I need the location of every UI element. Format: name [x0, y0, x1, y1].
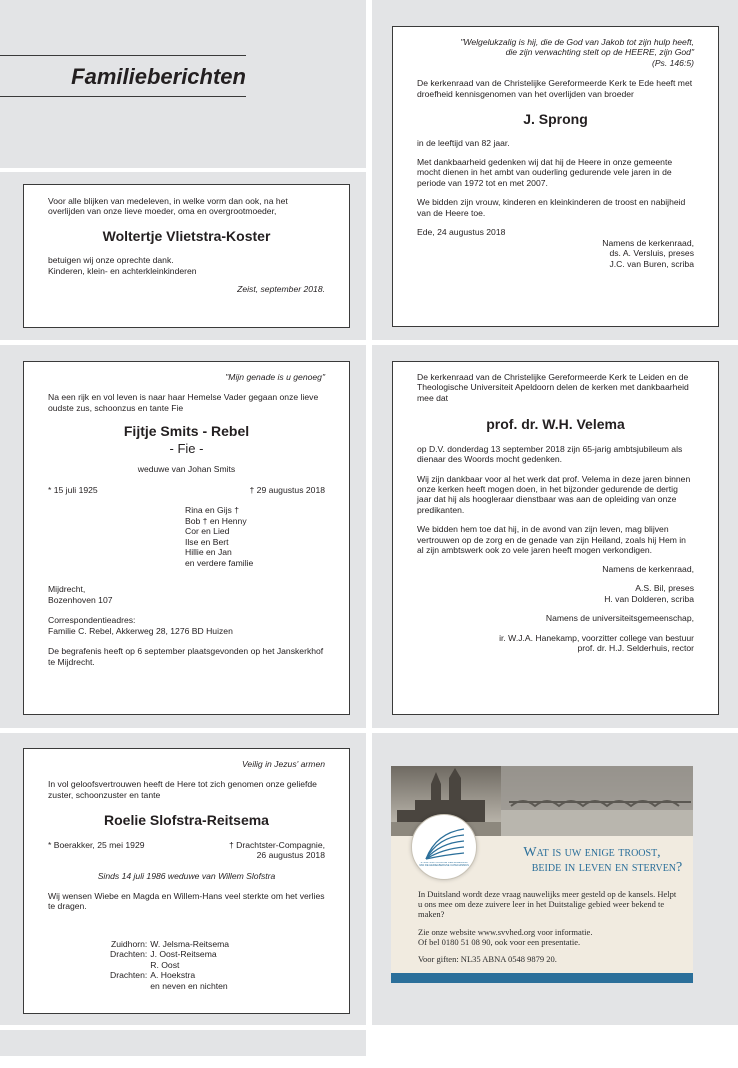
widow-line: weduwe van Johan Smits	[137, 464, 236, 475]
deceased-name: J. Sprong	[523, 111, 588, 128]
notice-intro: In vol geloofsvertrouwen heeft de Here tot zich genomen onze geliefde zuster, schoonzuster en tante	[48, 779, 317, 800]
ad-text-3: Of bel 0180 51 08 90, ook voor een presentatie.	[418, 936, 581, 947]
funeral-note: De begrafenis heeft op 6 september plaatsgevonden op het Janskerkhof te Mijdrecht.	[48, 646, 324, 667]
relative-place: Zuidhorn:	[110, 939, 148, 949]
relative-name: A. Hoekstra	[150, 970, 196, 981]
deceased-name: Woltertje Vlietstra-Koster	[102, 227, 271, 244]
ad-text-1: In Duitsland wordt deze vraag nauwelijks meer gesteld op de kansels. Helpt u ons mee om deze zuivere leer in het Duitstalige gebied weer bekend te maken?	[418, 889, 677, 920]
signature-line-3: J.C. van Buren, scriba	[609, 258, 694, 269]
relative-row	[110, 970, 229, 980]
correspondence-label: Correspondentieadres:	[48, 615, 136, 626]
relative-name: en neven en nichten	[150, 980, 228, 991]
death-day: 26 augustus 2018	[256, 850, 325, 861]
signature-line-3: H. van Dolderen, scriba	[604, 593, 694, 604]
notice-intro: Na een rijk en vol leven is naar haar Hemelse Vader gegaan onze lieve oudste zus, schoonzus en tante Fie	[48, 392, 319, 413]
place-date: Zeist, september 2018.	[237, 284, 325, 295]
signature-line-6: prof. dr. H.J. Selderhuis, rector	[577, 643, 694, 654]
headline-line-2: beide in leven en sterven?	[531, 859, 683, 875]
headline-line-1: Wat is uw enige troost,	[523, 845, 661, 860]
header-rule-top	[0, 55, 246, 56]
dates-row	[48, 840, 325, 861]
birth-date: * 15 juli 1925	[48, 484, 98, 495]
quote-line-1: "Welgelukzalig is hij, die de God van Jakob tot zijn hulp heeft,	[460, 37, 694, 47]
deceased-name: Fijtje Smits - Rebel	[123, 423, 250, 440]
family-list	[185, 505, 325, 568]
header-rule-bottom	[0, 96, 246, 97]
notice-velema	[392, 361, 719, 715]
address-line-1: Mijdrecht,	[48, 584, 86, 595]
advertisement	[391, 766, 693, 983]
nickname: - Fie -	[169, 440, 204, 456]
quote-line-2: die zijn verwachting stelt op de HEERE, zijn God"	[505, 47, 694, 58]
signature-line-2: ds. A. Versluis, preses	[609, 248, 694, 259]
notice-intro: Voor alle blijken van medeleven, in welke vorm dan ook, na het overlijden van onze lieve moeder, oma en overgrootmoeder,	[48, 196, 288, 217]
quote: "Mijn genade is u genoeg"	[225, 372, 325, 382]
relative-name: R. Oost	[150, 959, 180, 970]
death-date: † 29 augustus 2018	[249, 484, 325, 495]
relative-row	[110, 981, 229, 991]
death-date	[229, 840, 325, 861]
family-item: Ilse en Bert	[185, 536, 229, 547]
ad-bottom-band	[391, 973, 693, 983]
place-date: Ede, 24 augustus 2018	[417, 227, 506, 238]
death-place: † Drachtster-Compagnie,	[228, 839, 325, 850]
dates-row	[48, 485, 325, 495]
widow-line: Sinds 14 juli 1986 weduwe van Willem Slofstra	[97, 870, 276, 881]
logo-text: STICHTING VOOR DE VERSPREIDING VAN DE HEIDELBERGSE CATECHISMUS	[419, 862, 469, 867]
paragraph-prayer: We bidden hem toe dat hij, in de avond van zijn leven, mag blijven vertrouwen op de zorg en de genade van zijn Heiland, zoals hij Hem in al zijn ambtswerk ook zo vele jaren heeft mogen verkondigen.	[417, 524, 686, 556]
ad-headline	[497, 846, 687, 875]
relative-name: J. Oost-Reitsema	[150, 949, 217, 960]
family-item: Rina en Gijs †	[185, 505, 239, 516]
relative-place	[110, 960, 150, 970]
family-item: Cor en Lied	[185, 526, 230, 537]
notice-sprong	[392, 26, 719, 327]
signature-line-1: Namens de kerkenraad,	[602, 563, 694, 574]
relative-place: Drachten:	[110, 970, 148, 981]
ad-text-2: Zie onze website www.svvhed.org voor informatie.	[418, 926, 593, 937]
quote: Veilig in Jezus' armen	[242, 759, 325, 769]
notice-intro: De kerkenraad van de Christelijke Gereformeerde Kerk te Ede heeft met droefheid kennisgenomen van het overlijden van broeder	[417, 78, 693, 99]
paragraph-prayer: We bidden zijn vrouw, kinderen en kleinkinderen de troost en nabijheid van de Heere toe.	[417, 197, 686, 218]
relative-place: Drachten:	[110, 949, 148, 960]
family-item: Bob † en Henny	[185, 515, 247, 526]
birth-date: * Boerakker, 25 mei 1929	[48, 839, 145, 850]
paragraph-service: Met dankbaarheid gedenken wij dat hij de Heere in onze gemeente mocht dienen in het ambt van ouderling gedurende vele jaren in de periode van 1972 tot en met 2007.	[417, 156, 673, 188]
ad-text-4: Voor giften: NL35 ABNA 0548 9879 20.	[418, 953, 557, 964]
relatives-table	[110, 939, 229, 991]
relative-row	[110, 949, 229, 959]
signature-line-2: A.S. Bil, preses	[635, 583, 694, 594]
notice-intro: De kerkenraad van de Christelijke Gereformeerde Kerk te Leiden en de Theologische Universiteit Apeldoorn delen de kerken met dankbaarheid mee dat	[417, 372, 689, 403]
honoree-name: prof. dr. W.H. Velema	[486, 416, 625, 433]
signature-line-5: ir. W.J.A. Hanekamp, voorzitter college van bestuur	[499, 632, 694, 643]
relative-row	[110, 960, 229, 970]
notice-slofstra	[23, 748, 350, 1014]
relative-row	[110, 939, 229, 949]
wish-line: Wij wensen Wiebe en Magda en Willem-Hans veel sterkte om het verlies te dragen.	[48, 890, 325, 912]
paragraph-thanks: Wij zijn dankbaar voor al het werk dat prof. Velema in deze jaren binnen onze kerken heeft mogen doen, in het bijzonder gedurende de dertig jaar dat hij als hoogleraar dienstbaar was aan de opleiding van onze predikanten.	[417, 473, 691, 515]
ad-body	[418, 889, 680, 964]
quote-reference: (Ps. 146:5)	[651, 57, 694, 68]
relative-place	[110, 981, 150, 991]
deceased-name: Roelie Slofstra-Reitsema	[104, 812, 269, 829]
family-item: en verdere familie	[185, 557, 254, 568]
signatories: Kinderen, klein- en achterkleinkinderen	[48, 265, 197, 276]
ad-logo	[411, 814, 477, 880]
address-line-2: Bozenhoven 107	[48, 594, 113, 605]
signature-line-4: Namens de universiteitsgemeenschap,	[545, 613, 694, 624]
age-line: in de leeftijd van 82 jaar.	[417, 137, 510, 148]
relative-name: W. Jelsma-Reitsema	[150, 939, 230, 949]
notice-vlietstra	[23, 184, 350, 328]
family-item: Hillie en Jan	[185, 547, 232, 558]
signature-line-1: Namens de kerkenraad,	[602, 237, 694, 248]
thanks-line: betuigen wij onze oprechte dank.	[48, 255, 174, 266]
panel-bottom	[0, 1030, 366, 1056]
correspondence-address: Familie C. Rebel, Akkerweg 28, 1276 BD Huizen	[48, 625, 233, 636]
notice-smits	[23, 361, 350, 715]
paragraph-jubilee: op D.V. donderdag 13 september 2018 zijn 65-jarig ambtsjubileum als dienaar des Woords mocht gedenken.	[417, 443, 683, 465]
page-title: Familieberichten	[71, 64, 246, 89]
